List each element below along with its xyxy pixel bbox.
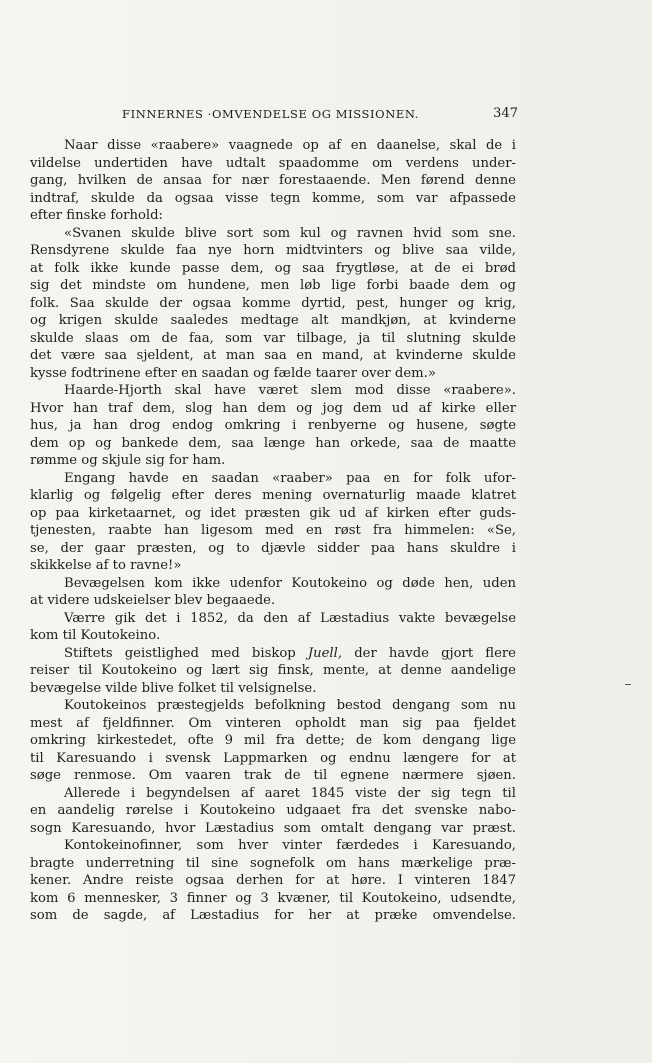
text-line: folk. Saa skulde der ogsaa komme dyrtid, pest, hunger og krig, — [30, 295, 516, 311]
text-line: Bevægelsen kom ikke udenfor Koutokeino og døde hen, uden — [64, 575, 516, 591]
text-line: gang, hvilken de ansaa for nær forestaaende. Men førend denne — [30, 173, 516, 188]
text-line: klarlig og følgelig efter deres mening overnaturlig maade klatret — [30, 488, 516, 503]
text-line: Kontokeinofinner, som hver vinter færdedes i Karesuando, — [64, 838, 516, 853]
text-line: rømme og skjule sig for ham. — [30, 453, 226, 468]
bishop-name: Juell, — [307, 645, 343, 661]
text-line: kom 6 mennesker, 3 finner og 3 kvæner, til Koutokeino, udsendte, — [30, 890, 516, 906]
text-line: søge renmose. Om vaaren trak de til egnene nærmere sjøen. — [30, 768, 516, 783]
text-line: bragte underretning til sine sognefolk om hans mærkelige præ- — [30, 855, 516, 871]
text-line: Værre gik det i 1852, da den af Læstadius vakte bevægelse — [64, 610, 516, 626]
text-line: omkring kirkestedet, ofte 9 mil fra dette; de kom dengang lige — [30, 733, 516, 748]
text-line: mest af fjeldfinner. Om vinteren opholdt man sig paa fjeldet — [30, 715, 516, 731]
text-line: sogn Karesuando, hvor Læstadius som omtalt dengang var præst. — [30, 820, 516, 836]
text-line: «Svanen skulde blive sort som kul og ravnen hvid som sne. — [64, 225, 516, 241]
text-line: Hvor han traf dem, slog han dem og jog dem ud af kirke eller — [30, 400, 516, 416]
body-text — [30, 137, 516, 925]
text-line: til Karesuando i svensk Lappmarken og endnu længere for at — [30, 750, 516, 766]
text-line: det være saa sjeldent, at man saa en mand, at kvinderne skulde — [30, 348, 516, 363]
text-line: som de sagde, af Læstadius for her at præke omvendelse. — [30, 908, 516, 923]
text-line: Naar disse «raabere» vaagnede op af en daanelse, skal de i — [64, 138, 516, 153]
text-line: tjenesten, raabte han ligesom med en røst fra himmelen: «Se, — [30, 523, 516, 538]
text-line-start: Stiftets geistlighed med biskop — [64, 645, 308, 661]
text-line: vildelse undertiden have udtalt spaadomme om verdens under- — [30, 155, 516, 171]
text-line: efter finske forhold: — [30, 208, 163, 223]
text-line: skikkelse af to ravne!» — [30, 558, 182, 573]
text-line: Engang havde en saadan «raaber» paa en for folk ufor- — [64, 470, 516, 486]
text-line-rest: der havde gjort flere — [342, 645, 516, 661]
text-line: en aandelig rørelse i Koutokeino udgaaet fra det svenske nabo- — [30, 803, 516, 818]
text-line: Allerede i begyndelsen af aaret 1845 viste der sig tegn til — [64, 785, 516, 801]
page-number: 347 — [493, 106, 518, 121]
text-line: op paa kirketaarnet, og idet præsten gik ud af kirken efter guds- — [30, 505, 516, 521]
text-line: Koutokeinos præstegjelds befolkning bestod dengang som nu — [64, 698, 516, 713]
text-line: kom til Koutokeino. — [30, 628, 161, 643]
text-line: kener. Andre reiste ogsaa derhen for at høre. I vinteren 1847 — [30, 873, 516, 888]
text-line — [30, 645, 516, 663]
page-header — [26, 104, 518, 124]
text-line: skulde slaas om de faa, som var tilbage, ja til slutning skulde — [30, 330, 516, 346]
margin-mark — [625, 684, 631, 685]
text-line: hus, ja han drog endog omkring i renbyerne og husene, søgte — [30, 418, 516, 433]
text-line: kysse fodtrinene efter en saadan og fælde taarer over dem.» — [30, 365, 436, 381]
running-title: FINNERNES ·OMVENDELSE OG MISSIONEN. — [122, 107, 420, 121]
text-line: og krigen skulde saaledes medtage alt mandkjøn, at kvinderne — [30, 313, 516, 328]
text-line: se, der gaar præsten, og to djævle sidder paa hans skuldre i — [30, 540, 516, 556]
text-line: at folk ikke kunde passe dem, og saa frygtløse, at de ei brød — [30, 260, 516, 276]
text-line: dem op og bankede dem, saa længe han orkede, saa de maatte — [30, 435, 516, 451]
text-line: Haarde-Hjorth skal have været slem mod disse «raabere». — [64, 383, 516, 398]
text-line: reiser til Koutokeino og lært sig finsk, mente, at denne aandelige — [30, 663, 516, 678]
text-line: sig det mindste om hundene, men løb lige forbi baade dem og — [30, 278, 516, 293]
text-line: Rensdyrene skulde faa nye horn midtvinters og blive saa vilde, — [30, 243, 516, 258]
text-line: indtraf, skulde da ogsaa visse tegn komme, som var afpassede — [30, 190, 516, 206]
text-line: at videre udskeielser blev begaaede. — [30, 593, 276, 608]
text-line: bevægelse vilde blive folket til velsignelse. — [30, 680, 317, 696]
